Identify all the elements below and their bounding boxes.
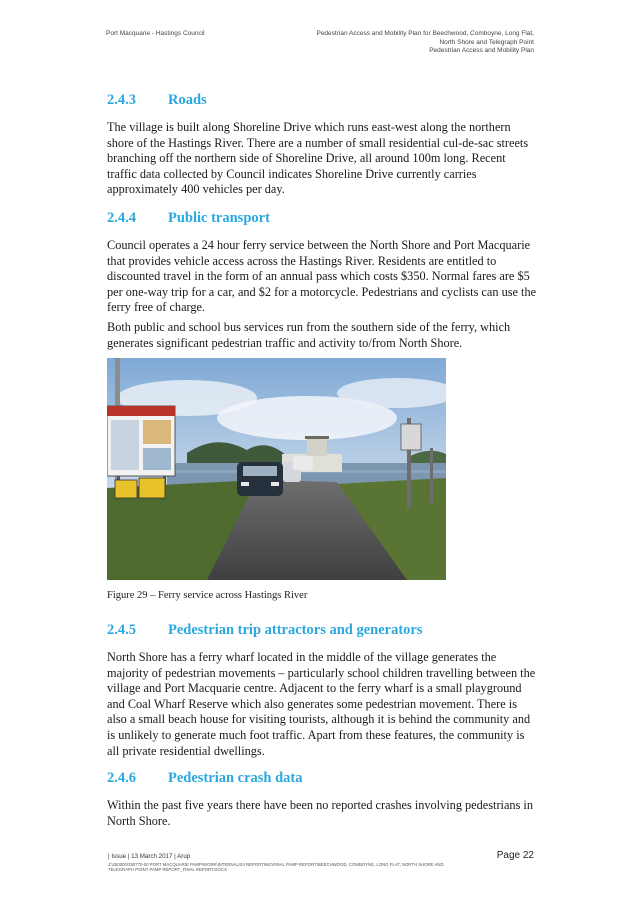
header-document-title [234, 30, 534, 56]
paragraph-roads: The village is built along Shoreline Drive which runs east-west along the northern shore of the Hastings River. There are a number of small residential cul-de-sac streets branching off the northern side of Shoreline Drive, all around 100m long. Recent traffic data collected by Council indicates Shoreline Drive currently carries approximately 400 vehicles per day. [107, 120, 529, 197]
section-title: Public transport [168, 210, 270, 226]
section-number: 2.4.3 [107, 92, 136, 108]
paragraph-crash-data: Within the past five years there have been no reported crashes involving pedestrians in North Shore. [107, 798, 533, 828]
section-heading-roads [107, 92, 207, 109]
paragraph-trip-attractors: North Shore has a ferry wharf located in the middle of the village generates the majority of pedestrian movements – particularly school children travelling between the village and Port Macquarie centre. Adjacent to the ferry wharf is a small playground and Coal Wharf Reserve which also generates some pedestrian movement. There is also a small beach house for visiting tourists, although it is behind the community and is unlikely to generate much foot traffic. Apart from these features, the community is all private residential dwellings. [107, 650, 536, 758]
section-number: 2.4.5 [107, 622, 136, 638]
header-organization: Port Macquarie - Hastings Council [106, 30, 205, 37]
header-title-line2: North Shore and Telegraph Point [439, 38, 534, 46]
paragraph-public-transport-1: Council operates a 24 hour ferry service between the North Shore and Port Macquarie that provides vehicle access across the Hastings River. Residents are entitled to discounted travel in the form of an annual pass which costs $350. Normal fares are $5 per one-way trip for a car, and $2 for a motorcycle. Pedestrians and cyclists can use the ferry free of charge. [107, 238, 537, 315]
section-title: Pedestrian crash data [168, 770, 303, 786]
footer-file-path: J:\250000\250770-00 PORT MACQUARIE PAMP\WORK\INTERNAL\04 REPORTING\FINAL PAMP REPORT\BEECHWOOD, COMBOYNE, LONG FLAT, NORTH SHORE AND TELEGRAPH POINT PAMP REPORT_FINAL REPORT.DOCX [108, 862, 444, 873]
ferry-photo [107, 358, 446, 580]
header-title-line1: Pedestrian Access and Mobility Plan for Beechwood, Comboyne, Long Flat, [316, 30, 534, 37]
section-title: Pedestrian trip attractors and generators [168, 622, 423, 638]
section-heading-public-transport [107, 210, 270, 227]
paragraph-public-transport-2: Both public and school bus services run from the southern side of the ferry, which generates significant pedestrian traffic and activity to/from North Shore. [107, 320, 511, 350]
footer-issue: | Issue | 13 March 2017 | Arup [108, 853, 191, 860]
header-title-line3: Pedestrian Access and Mobility Plan [429, 47, 534, 55]
figure-caption: Figure 29 – Ferry service across Hastings River [107, 590, 308, 601]
ferry-photo-illustration [107, 358, 446, 580]
section-title: Roads [168, 92, 207, 108]
section-number: 2.4.4 [107, 210, 136, 226]
page-number: Page 22 [496, 850, 534, 861]
section-number: 2.4.6 [107, 770, 136, 786]
section-heading-trip-attractors [107, 622, 423, 639]
section-heading-crash-data [107, 770, 303, 787]
